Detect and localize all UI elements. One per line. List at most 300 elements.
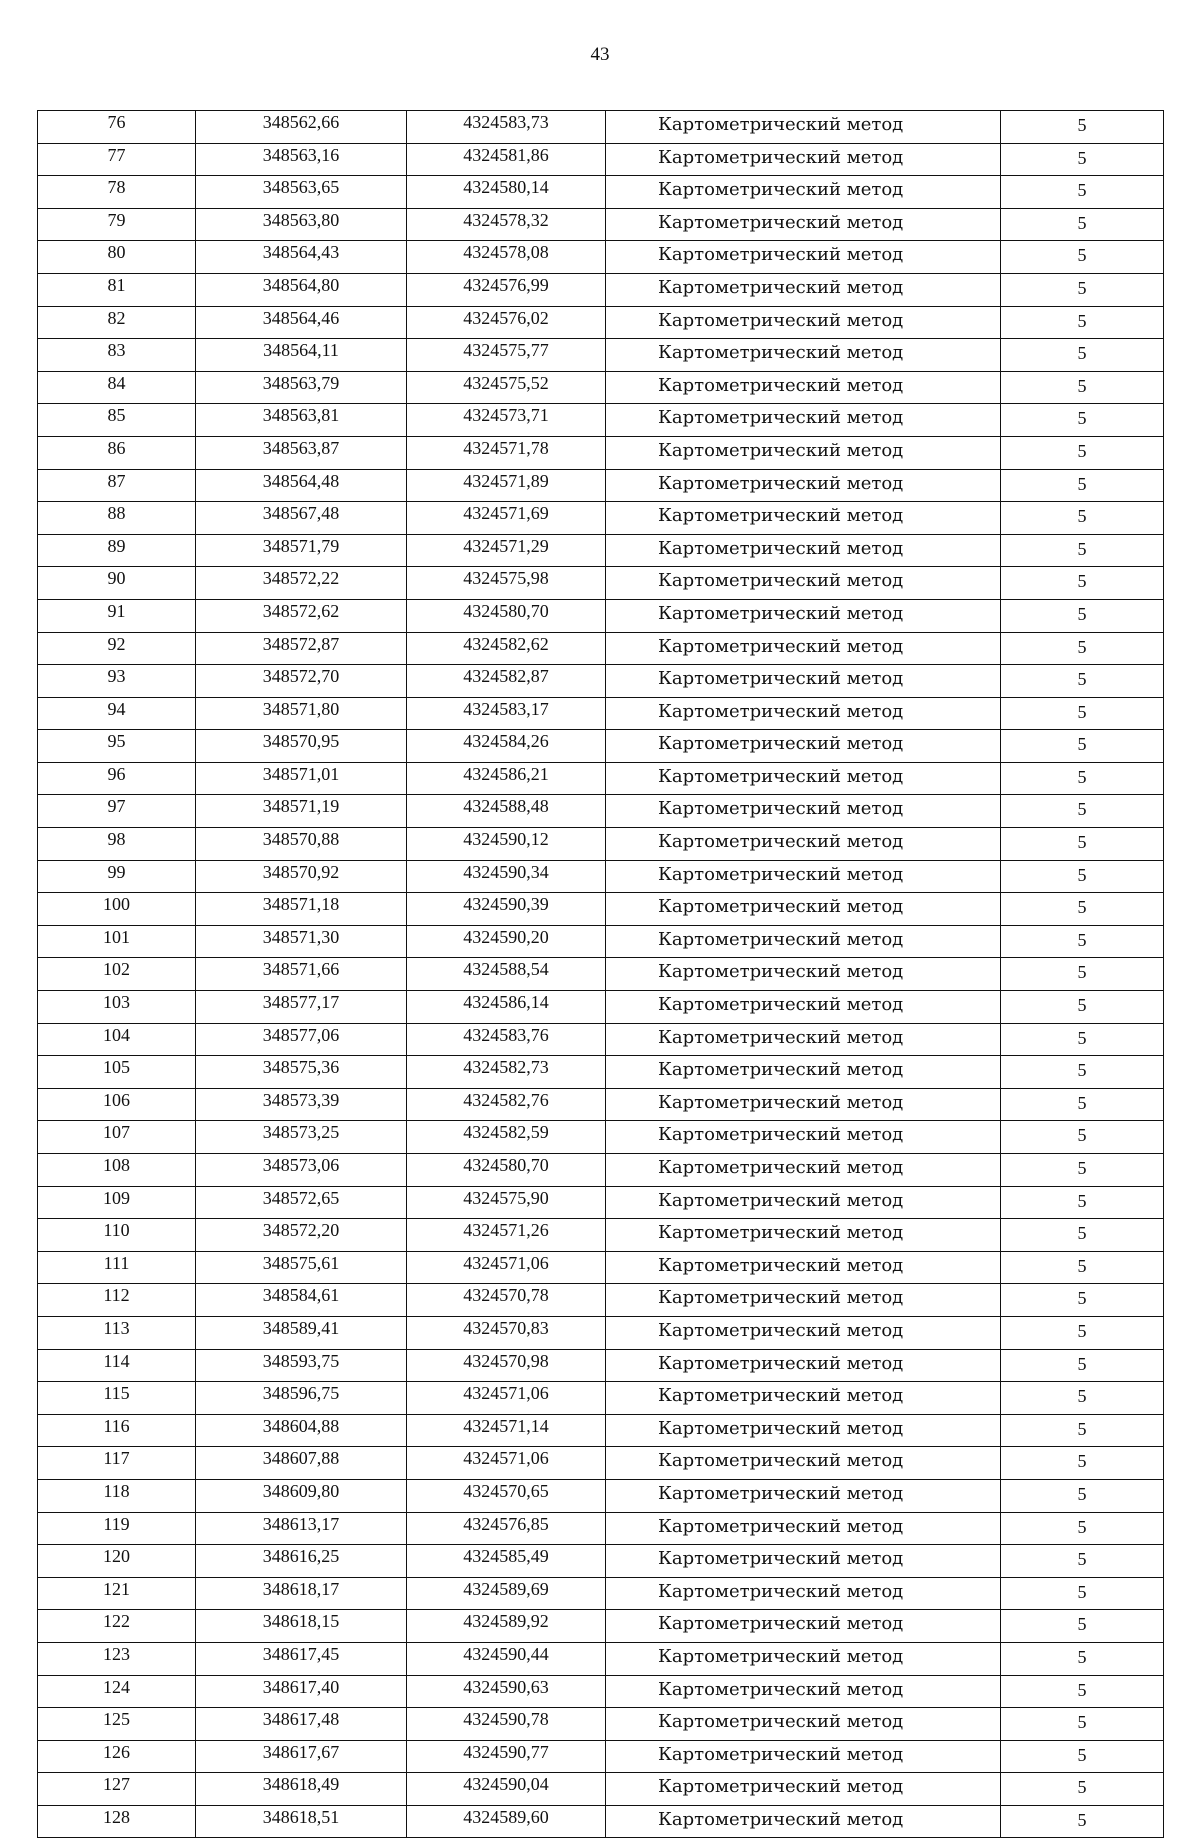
accuracy-cell: 5 xyxy=(1001,1740,1164,1773)
accuracy-cell: 5 xyxy=(1001,795,1164,828)
y-coordinate-cell: 4324573,71 xyxy=(407,404,606,437)
method-cell: Картометрический метод xyxy=(606,208,1001,241)
accuracy-cell: 5 xyxy=(1001,1447,1164,1480)
table-row xyxy=(38,241,1164,274)
x-coordinate-cell: 348571,18 xyxy=(196,893,407,926)
table-row xyxy=(38,469,1164,502)
table-row xyxy=(38,567,1164,600)
method-cell: Картометрический метод xyxy=(606,925,1001,958)
method-cell: Картометрический метод xyxy=(606,860,1001,893)
table-row xyxy=(38,1740,1164,1773)
x-coordinate-cell: 348570,92 xyxy=(196,860,407,893)
x-coordinate-cell: 348571,01 xyxy=(196,762,407,795)
x-coordinate-cell: 348564,43 xyxy=(196,241,407,274)
y-coordinate-cell: 4324575,52 xyxy=(407,371,606,404)
table-row xyxy=(38,1056,1164,1089)
y-coordinate-cell: 4324580,70 xyxy=(407,599,606,632)
x-coordinate-cell: 348617,40 xyxy=(196,1675,407,1708)
point-number-cell: 103 xyxy=(38,991,196,1024)
y-coordinate-cell: 4324580,70 xyxy=(407,1154,606,1187)
method-cell: Картометрический метод xyxy=(606,273,1001,306)
table-row xyxy=(38,1382,1164,1415)
x-coordinate-cell: 348562,66 xyxy=(196,111,407,144)
method-cell: Картометрический метод xyxy=(606,1251,1001,1284)
method-cell: Картометрический метод xyxy=(606,567,1001,600)
method-cell: Картометрический метод xyxy=(606,1708,1001,1741)
accuracy-cell: 5 xyxy=(1001,339,1164,372)
y-coordinate-cell: 4324585,49 xyxy=(407,1545,606,1578)
point-number-cell: 98 xyxy=(38,828,196,861)
table-row xyxy=(38,1349,1164,1382)
y-coordinate-cell: 4324590,78 xyxy=(407,1708,606,1741)
table-row xyxy=(38,1186,1164,1219)
y-coordinate-cell: 4324582,73 xyxy=(407,1056,606,1089)
x-coordinate-cell: 348570,88 xyxy=(196,828,407,861)
point-number-cell: 101 xyxy=(38,925,196,958)
x-coordinate-cell: 348572,22 xyxy=(196,567,407,600)
accuracy-cell: 5 xyxy=(1001,1056,1164,1089)
accuracy-cell: 5 xyxy=(1001,1316,1164,1349)
method-cell: Картометрический метод xyxy=(606,1740,1001,1773)
point-number-cell: 110 xyxy=(38,1219,196,1252)
x-coordinate-cell: 348609,80 xyxy=(196,1479,407,1512)
point-number-cell: 116 xyxy=(38,1414,196,1447)
y-coordinate-cell: 4324581,86 xyxy=(407,143,606,176)
table-row xyxy=(38,339,1164,372)
point-number-cell: 95 xyxy=(38,730,196,763)
accuracy-cell: 5 xyxy=(1001,143,1164,176)
method-cell: Картометрический метод xyxy=(606,241,1001,274)
accuracy-cell: 5 xyxy=(1001,860,1164,893)
method-cell: Картометрический метод xyxy=(606,502,1001,535)
point-number-cell: 99 xyxy=(38,860,196,893)
accuracy-cell: 5 xyxy=(1001,1642,1164,1675)
x-coordinate-cell: 348589,41 xyxy=(196,1316,407,1349)
point-number-cell: 89 xyxy=(38,534,196,567)
table-row xyxy=(38,1251,1164,1284)
x-coordinate-cell: 348616,25 xyxy=(196,1545,407,1578)
x-coordinate-cell: 348570,95 xyxy=(196,730,407,763)
y-coordinate-cell: 4324571,06 xyxy=(407,1251,606,1284)
method-cell: Картометрический метод xyxy=(606,991,1001,1024)
point-number-cell: 83 xyxy=(38,339,196,372)
method-cell: Картометрический метод xyxy=(606,1577,1001,1610)
method-cell: Картометрический метод xyxy=(606,1773,1001,1806)
method-cell: Картометрический метод xyxy=(606,958,1001,991)
x-coordinate-cell: 348572,62 xyxy=(196,599,407,632)
method-cell: Картометрический метод xyxy=(606,1284,1001,1317)
table-row xyxy=(38,730,1164,763)
table-row xyxy=(38,1023,1164,1056)
accuracy-cell: 5 xyxy=(1001,1023,1164,1056)
x-coordinate-cell: 348572,65 xyxy=(196,1186,407,1219)
table-row xyxy=(38,404,1164,437)
point-number-cell: 91 xyxy=(38,599,196,632)
table-row xyxy=(38,1773,1164,1806)
table-row xyxy=(38,1805,1164,1838)
x-coordinate-cell: 348563,79 xyxy=(196,371,407,404)
table-row xyxy=(38,860,1164,893)
accuracy-cell: 5 xyxy=(1001,1284,1164,1317)
x-coordinate-cell: 348577,17 xyxy=(196,991,407,1024)
accuracy-cell: 5 xyxy=(1001,1349,1164,1382)
method-cell: Картометрический метод xyxy=(606,111,1001,144)
method-cell: Картометрический метод xyxy=(606,762,1001,795)
x-coordinate-cell: 348572,87 xyxy=(196,632,407,665)
point-number-cell: 108 xyxy=(38,1154,196,1187)
y-coordinate-cell: 4324570,83 xyxy=(407,1316,606,1349)
point-number-cell: 90 xyxy=(38,567,196,600)
accuracy-cell: 5 xyxy=(1001,632,1164,665)
accuracy-cell: 5 xyxy=(1001,762,1164,795)
x-coordinate-cell: 348564,11 xyxy=(196,339,407,372)
point-number-cell: 94 xyxy=(38,697,196,730)
table-row xyxy=(38,502,1164,535)
x-coordinate-cell: 348572,70 xyxy=(196,665,407,698)
point-number-cell: 109 xyxy=(38,1186,196,1219)
y-coordinate-cell: 4324570,98 xyxy=(407,1349,606,1382)
table-row xyxy=(38,306,1164,339)
y-coordinate-cell: 4324571,26 xyxy=(407,1219,606,1252)
y-coordinate-cell: 4324588,48 xyxy=(407,795,606,828)
table-row xyxy=(38,893,1164,926)
point-number-cell: 77 xyxy=(38,143,196,176)
accuracy-cell: 5 xyxy=(1001,241,1164,274)
accuracy-cell: 5 xyxy=(1001,176,1164,209)
y-coordinate-cell: 4324575,90 xyxy=(407,1186,606,1219)
y-coordinate-cell: 4324571,14 xyxy=(407,1414,606,1447)
method-cell: Картометрический метод xyxy=(606,1610,1001,1643)
method-cell: Картометрический метод xyxy=(606,1805,1001,1838)
accuracy-cell: 5 xyxy=(1001,502,1164,535)
y-coordinate-cell: 4324571,89 xyxy=(407,469,606,502)
point-number-cell: 119 xyxy=(38,1512,196,1545)
point-number-cell: 114 xyxy=(38,1349,196,1382)
accuracy-cell: 5 xyxy=(1001,1805,1164,1838)
x-coordinate-cell: 348564,46 xyxy=(196,306,407,339)
table-row xyxy=(38,1121,1164,1154)
x-coordinate-cell: 348617,45 xyxy=(196,1642,407,1675)
table-row xyxy=(38,762,1164,795)
table-row xyxy=(38,599,1164,632)
accuracy-cell: 5 xyxy=(1001,436,1164,469)
method-cell: Картометрический метод xyxy=(606,371,1001,404)
table-row xyxy=(38,208,1164,241)
method-cell: Картометрический метод xyxy=(606,1382,1001,1415)
accuracy-cell: 5 xyxy=(1001,208,1164,241)
x-coordinate-cell: 348617,48 xyxy=(196,1708,407,1741)
table-row xyxy=(38,1447,1164,1480)
accuracy-cell: 5 xyxy=(1001,1414,1164,1447)
method-cell: Картометрический метод xyxy=(606,828,1001,861)
accuracy-cell: 5 xyxy=(1001,1545,1164,1578)
point-number-cell: 76 xyxy=(38,111,196,144)
method-cell: Картометрический метод xyxy=(606,599,1001,632)
accuracy-cell: 5 xyxy=(1001,697,1164,730)
x-coordinate-cell: 348564,80 xyxy=(196,273,407,306)
y-coordinate-cell: 4324578,08 xyxy=(407,241,606,274)
point-number-cell: 93 xyxy=(38,665,196,698)
x-coordinate-cell: 348618,49 xyxy=(196,1773,407,1806)
method-cell: Картометрический метод xyxy=(606,1545,1001,1578)
y-coordinate-cell: 4324589,69 xyxy=(407,1577,606,1610)
x-coordinate-cell: 348577,06 xyxy=(196,1023,407,1056)
y-coordinate-cell: 4324583,76 xyxy=(407,1023,606,1056)
table-row xyxy=(38,1642,1164,1675)
table-row xyxy=(38,1479,1164,1512)
y-coordinate-cell: 4324589,60 xyxy=(407,1805,606,1838)
point-number-cell: 81 xyxy=(38,273,196,306)
accuracy-cell: 5 xyxy=(1001,1479,1164,1512)
y-coordinate-cell: 4324586,21 xyxy=(407,762,606,795)
point-number-cell: 118 xyxy=(38,1479,196,1512)
method-cell: Картометрический метод xyxy=(606,306,1001,339)
point-number-cell: 78 xyxy=(38,176,196,209)
y-coordinate-cell: 4324571,29 xyxy=(407,534,606,567)
y-coordinate-cell: 4324570,78 xyxy=(407,1284,606,1317)
point-number-cell: 97 xyxy=(38,795,196,828)
y-coordinate-cell: 4324580,14 xyxy=(407,176,606,209)
point-number-cell: 121 xyxy=(38,1577,196,1610)
y-coordinate-cell: 4324588,54 xyxy=(407,958,606,991)
point-number-cell: 82 xyxy=(38,306,196,339)
x-coordinate-cell: 348618,17 xyxy=(196,1577,407,1610)
accuracy-cell: 5 xyxy=(1001,958,1164,991)
x-coordinate-cell: 348564,48 xyxy=(196,469,407,502)
point-number-cell: 117 xyxy=(38,1447,196,1480)
accuracy-cell: 5 xyxy=(1001,925,1164,958)
x-coordinate-cell: 348575,61 xyxy=(196,1251,407,1284)
accuracy-cell: 5 xyxy=(1001,1219,1164,1252)
table-row xyxy=(38,371,1164,404)
table-row xyxy=(38,795,1164,828)
table-row xyxy=(38,111,1164,144)
y-coordinate-cell: 4324571,06 xyxy=(407,1447,606,1480)
accuracy-cell: 5 xyxy=(1001,534,1164,567)
point-number-cell: 86 xyxy=(38,436,196,469)
y-coordinate-cell: 4324575,98 xyxy=(407,567,606,600)
x-coordinate-cell: 348571,30 xyxy=(196,925,407,958)
accuracy-cell: 5 xyxy=(1001,1121,1164,1154)
y-coordinate-cell: 4324589,92 xyxy=(407,1610,606,1643)
y-coordinate-cell: 4324590,12 xyxy=(407,828,606,861)
accuracy-cell: 5 xyxy=(1001,404,1164,437)
accuracy-cell: 5 xyxy=(1001,1382,1164,1415)
method-cell: Картометрический метод xyxy=(606,1186,1001,1219)
method-cell: Картометрический метод xyxy=(606,1219,1001,1252)
table-row xyxy=(38,828,1164,861)
table-row xyxy=(38,1512,1164,1545)
point-number-cell: 123 xyxy=(38,1642,196,1675)
y-coordinate-cell: 4324590,77 xyxy=(407,1740,606,1773)
table-row xyxy=(38,697,1164,730)
point-number-cell: 100 xyxy=(38,893,196,926)
x-coordinate-cell: 348563,81 xyxy=(196,404,407,437)
x-coordinate-cell: 348607,88 xyxy=(196,1447,407,1480)
table-row xyxy=(38,1577,1164,1610)
point-number-cell: 92 xyxy=(38,632,196,665)
accuracy-cell: 5 xyxy=(1001,893,1164,926)
y-coordinate-cell: 4324576,85 xyxy=(407,1512,606,1545)
point-number-cell: 102 xyxy=(38,958,196,991)
page-number: 43 xyxy=(590,44,610,65)
point-number-cell: 79 xyxy=(38,208,196,241)
x-coordinate-cell: 348584,61 xyxy=(196,1284,407,1317)
point-number-cell: 104 xyxy=(38,1023,196,1056)
method-cell: Картометрический метод xyxy=(606,1349,1001,1382)
y-coordinate-cell: 4324590,20 xyxy=(407,925,606,958)
accuracy-cell: 5 xyxy=(1001,1577,1164,1610)
point-number-cell: 87 xyxy=(38,469,196,502)
y-coordinate-cell: 4324583,73 xyxy=(407,111,606,144)
point-number-cell: 124 xyxy=(38,1675,196,1708)
accuracy-cell: 5 xyxy=(1001,1610,1164,1643)
table-row xyxy=(38,143,1164,176)
point-number-cell: 105 xyxy=(38,1056,196,1089)
y-coordinate-cell: 4324582,59 xyxy=(407,1121,606,1154)
method-cell: Картометрический метод xyxy=(606,1675,1001,1708)
table-row xyxy=(38,1708,1164,1741)
accuracy-cell: 5 xyxy=(1001,1512,1164,1545)
x-coordinate-cell: 348573,25 xyxy=(196,1121,407,1154)
x-coordinate-cell: 348593,75 xyxy=(196,1349,407,1382)
point-number-cell: 106 xyxy=(38,1088,196,1121)
y-coordinate-cell: 4324578,32 xyxy=(407,208,606,241)
method-cell: Картометрический метод xyxy=(606,730,1001,763)
x-coordinate-cell: 348573,06 xyxy=(196,1154,407,1187)
x-coordinate-cell: 348571,19 xyxy=(196,795,407,828)
method-cell: Картометрический метод xyxy=(606,1447,1001,1480)
accuracy-cell: 5 xyxy=(1001,1186,1164,1219)
point-number-cell: 127 xyxy=(38,1773,196,1806)
point-number-cell: 115 xyxy=(38,1382,196,1415)
method-cell: Картометрический метод xyxy=(606,436,1001,469)
y-coordinate-cell: 4324590,04 xyxy=(407,1773,606,1806)
x-coordinate-cell: 348596,75 xyxy=(196,1382,407,1415)
y-coordinate-cell: 4324590,63 xyxy=(407,1675,606,1708)
method-cell: Картометрический метод xyxy=(606,339,1001,372)
table-row xyxy=(38,176,1164,209)
y-coordinate-cell: 4324590,34 xyxy=(407,860,606,893)
table-row xyxy=(38,1316,1164,1349)
method-cell: Картометрический метод xyxy=(606,534,1001,567)
method-cell: Картометрический метод xyxy=(606,1414,1001,1447)
accuracy-cell: 5 xyxy=(1001,567,1164,600)
accuracy-cell: 5 xyxy=(1001,730,1164,763)
table-row xyxy=(38,1219,1164,1252)
point-number-cell: 85 xyxy=(38,404,196,437)
point-number-cell: 126 xyxy=(38,1740,196,1773)
table-row xyxy=(38,1675,1164,1708)
accuracy-cell: 5 xyxy=(1001,111,1164,144)
y-coordinate-cell: 4324571,69 xyxy=(407,502,606,535)
y-coordinate-cell: 4324576,02 xyxy=(407,306,606,339)
table-row xyxy=(38,632,1164,665)
x-coordinate-cell: 348617,67 xyxy=(196,1740,407,1773)
method-cell: Картометрический метод xyxy=(606,893,1001,926)
accuracy-cell: 5 xyxy=(1001,1154,1164,1187)
table-row xyxy=(38,925,1164,958)
method-cell: Картометрический метод xyxy=(606,1316,1001,1349)
table-row xyxy=(38,665,1164,698)
accuracy-cell: 5 xyxy=(1001,991,1164,1024)
accuracy-cell: 5 xyxy=(1001,371,1164,404)
y-coordinate-cell: 4324582,87 xyxy=(407,665,606,698)
method-cell: Картометрический метод xyxy=(606,1088,1001,1121)
method-cell: Картометрический метод xyxy=(606,1642,1001,1675)
table-row xyxy=(38,273,1164,306)
point-number-cell: 111 xyxy=(38,1251,196,1284)
table-row xyxy=(38,1088,1164,1121)
coordinates-table xyxy=(37,110,1164,1838)
table-row xyxy=(38,436,1164,469)
method-cell: Картометрический метод xyxy=(606,1023,1001,1056)
accuracy-cell: 5 xyxy=(1001,599,1164,632)
accuracy-cell: 5 xyxy=(1001,273,1164,306)
method-cell: Картометрический метод xyxy=(606,1479,1001,1512)
method-cell: Картометрический метод xyxy=(606,143,1001,176)
x-coordinate-cell: 348618,15 xyxy=(196,1610,407,1643)
x-coordinate-cell: 348563,80 xyxy=(196,208,407,241)
y-coordinate-cell: 4324576,99 xyxy=(407,273,606,306)
accuracy-cell: 5 xyxy=(1001,469,1164,502)
point-number-cell: 88 xyxy=(38,502,196,535)
y-coordinate-cell: 4324571,78 xyxy=(407,436,606,469)
point-number-cell: 128 xyxy=(38,1805,196,1838)
x-coordinate-cell: 348563,16 xyxy=(196,143,407,176)
table-row xyxy=(38,1610,1164,1643)
x-coordinate-cell: 348613,17 xyxy=(196,1512,407,1545)
y-coordinate-cell: 4324582,62 xyxy=(407,632,606,665)
point-number-cell: 112 xyxy=(38,1284,196,1317)
method-cell: Картометрический метод xyxy=(606,404,1001,437)
table-row xyxy=(38,1414,1164,1447)
x-coordinate-cell: 348571,66 xyxy=(196,958,407,991)
method-cell: Картометрический метод xyxy=(606,1154,1001,1187)
accuracy-cell: 5 xyxy=(1001,665,1164,698)
y-coordinate-cell: 4324571,06 xyxy=(407,1382,606,1415)
accuracy-cell: 5 xyxy=(1001,1675,1164,1708)
y-coordinate-cell: 4324590,44 xyxy=(407,1642,606,1675)
method-cell: Картометрический метод xyxy=(606,665,1001,698)
table-body xyxy=(38,111,1164,1838)
table-row xyxy=(38,1545,1164,1578)
point-number-cell: 120 xyxy=(38,1545,196,1578)
method-cell: Картометрический метод xyxy=(606,795,1001,828)
x-coordinate-cell: 348567,48 xyxy=(196,502,407,535)
method-cell: Картометрический метод xyxy=(606,469,1001,502)
method-cell: Картометрический метод xyxy=(606,1121,1001,1154)
y-coordinate-cell: 4324570,65 xyxy=(407,1479,606,1512)
x-coordinate-cell: 348572,20 xyxy=(196,1219,407,1252)
point-number-cell: 125 xyxy=(38,1708,196,1741)
method-cell: Картометрический метод xyxy=(606,1056,1001,1089)
method-cell: Картометрический метод xyxy=(606,632,1001,665)
point-number-cell: 84 xyxy=(38,371,196,404)
y-coordinate-cell: 4324584,26 xyxy=(407,730,606,763)
point-number-cell: 80 xyxy=(38,241,196,274)
x-coordinate-cell: 348563,87 xyxy=(196,436,407,469)
x-coordinate-cell: 348573,39 xyxy=(196,1088,407,1121)
table-row xyxy=(38,991,1164,1024)
method-cell: Картометрический метод xyxy=(606,697,1001,730)
x-coordinate-cell: 348618,51 xyxy=(196,1805,407,1838)
table-row xyxy=(38,958,1164,991)
y-coordinate-cell: 4324583,17 xyxy=(407,697,606,730)
x-coordinate-cell: 348575,36 xyxy=(196,1056,407,1089)
point-number-cell: 96 xyxy=(38,762,196,795)
accuracy-cell: 5 xyxy=(1001,306,1164,339)
